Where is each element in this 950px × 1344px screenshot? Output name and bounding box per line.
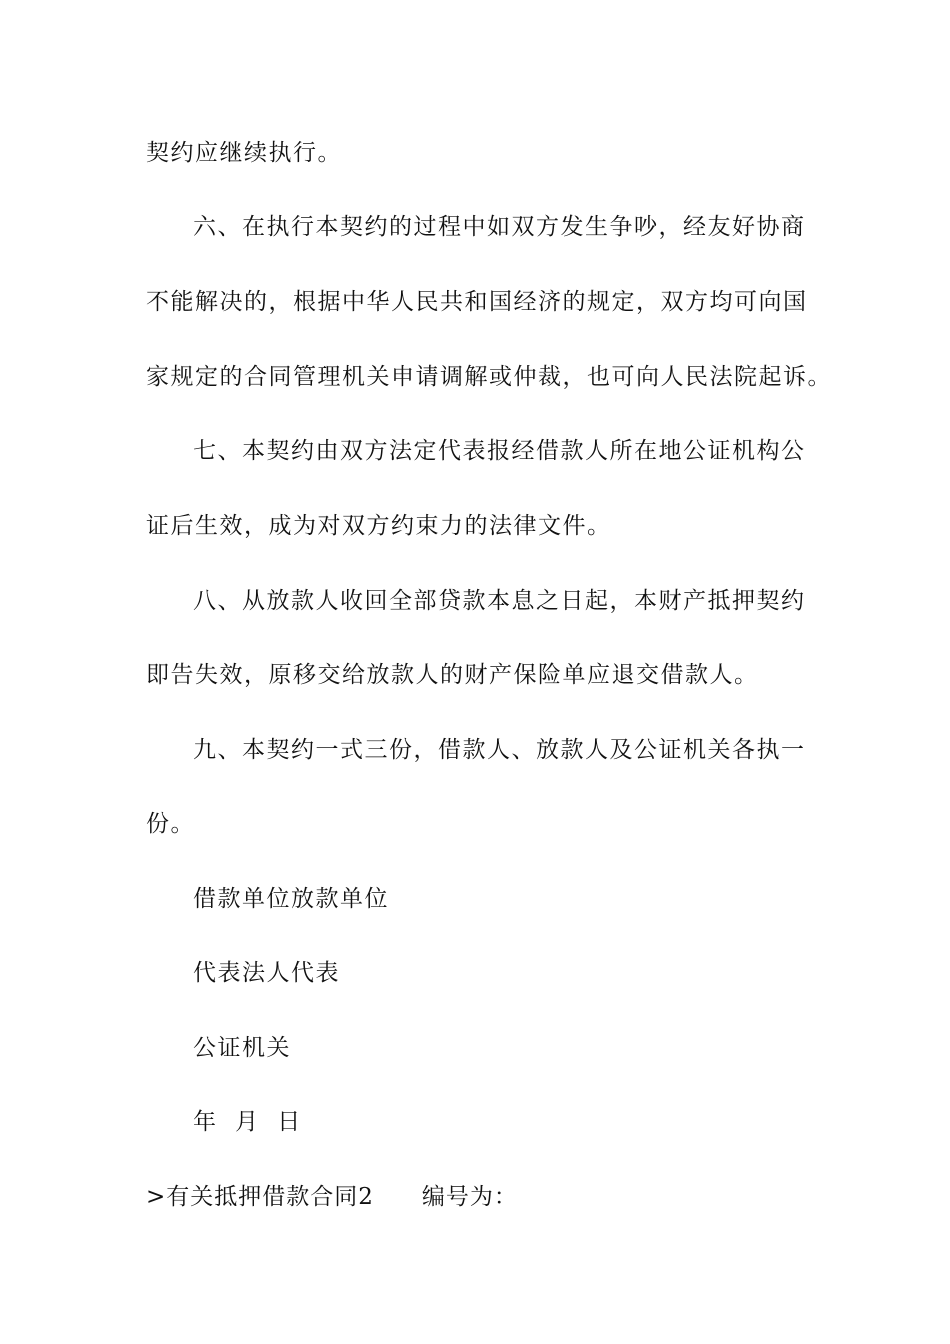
contract-number-label: 编号为： bbox=[421, 1184, 518, 1210]
paragraph-line: 七、本契约由双方法定代表报经借款人所在地公证机构公 bbox=[193, 438, 806, 464]
next-contract-heading bbox=[146, 1182, 518, 1212]
paragraph-line: 证后生效，成为对双方约束力的法律文件。 bbox=[146, 513, 612, 539]
paragraph-line: 八、从放款人收回全部贷款本息之日起，本财产抵押契约 bbox=[193, 588, 806, 614]
paragraph-line: 份。 bbox=[146, 811, 195, 837]
paragraph-line: 不能解决的，根据中华人民共和国经济的规定，双方均可向国 bbox=[146, 289, 808, 315]
next-contract-title: >有关抵押借款合同2 bbox=[146, 1184, 374, 1210]
paragraph-line: 即告失效，原移交给放款人的财产保险单应退交借款人。 bbox=[146, 662, 759, 688]
paragraph-line: 六、在执行本契约的过程中如双方发生争吵，经友好协商 bbox=[193, 214, 806, 240]
paragraph-line: 九、本契约一式三份，借款人、放款人及公证机关各执一 bbox=[193, 737, 806, 763]
signature-notary: 公证机关 bbox=[193, 1035, 291, 1061]
paragraph-line: 家规定的合同管理机关申请调解或仲裁，也可向人民法院起诉。 bbox=[146, 364, 832, 390]
signature-borrower-lender: 借款单位放款单位 bbox=[193, 886, 389, 912]
signature-date: 年 月 日 bbox=[193, 1109, 302, 1135]
paragraph-line: 契约应继续执行。 bbox=[146, 140, 342, 166]
signature-representatives: 代表法人代表 bbox=[193, 960, 340, 986]
